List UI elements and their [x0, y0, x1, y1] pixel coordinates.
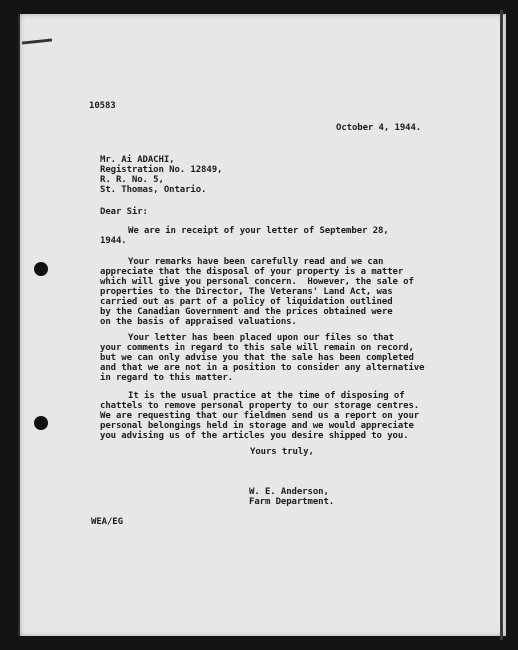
paragraph-line: properties to the Director, The Veterans' Land Act, was [100, 287, 393, 297]
recipient-line: R. R. No. 5, [100, 175, 164, 185]
paragraph-line: appreciate that the disposal of your property is a matter [100, 267, 404, 277]
paragraph-line: but we can only advise you that the sale has been completed [100, 353, 414, 363]
paragraph-line: you advising us of the articles you desire shipped to you. [100, 431, 409, 441]
paragraph-line: personal belongings held in storage and we would appreciate [100, 421, 414, 431]
typist-initials: WEA/EG [91, 517, 123, 527]
punch-hole-top [34, 262, 48, 276]
page-edge [500, 10, 503, 640]
salutation: Dear Sir: [100, 207, 148, 217]
letter-date: October 4, 1944. [336, 123, 422, 133]
paragraph-line: chattels to remove personal property to our storage centres. [100, 401, 420, 411]
paragraph-line: which will give you personal concern. However, the sale of [100, 277, 414, 287]
paragraph-line: on the basis of appraised valuations. [100, 317, 297, 327]
recipient-line: Mr. Ai ADACHI, [100, 155, 175, 165]
recipient-line: Registration No. 12849, [100, 165, 223, 175]
closing: Yours truly, [250, 447, 314, 457]
paragraph-line: Your letter has been placed upon our files so that [128, 333, 394, 343]
paragraph-line: by the Canadian Government and the prices obtained were [100, 307, 393, 317]
signer-department: Farm Department. [249, 497, 335, 507]
paragraph-line: We are requesting that our fieldmen send us a report on your [100, 411, 420, 421]
paragraph-line: 1944. [100, 236, 127, 246]
punch-hole-bottom [34, 416, 48, 430]
paragraph-line: We are in receipt of your letter of September 28, [128, 226, 389, 236]
paragraph-line: your comments in regard to this sale will remain on record, [100, 343, 414, 353]
signer-name: W. E. Anderson, [249, 487, 329, 497]
paragraph-line: carried out as part of a policy of liquidation outlined [100, 297, 393, 307]
recipient-line: St. Thomas, Ontario. [100, 185, 207, 195]
paragraph-line: and that we are not in a position to consider any alternative [100, 363, 425, 373]
paragraph-line: in regard to this matter. [100, 373, 233, 383]
paragraph-line: Your remarks have been carefully read and we can [128, 257, 384, 267]
file-number: 10583 [89, 101, 116, 111]
paragraph-line: It is the usual practice at the time of disposing of [128, 391, 405, 401]
